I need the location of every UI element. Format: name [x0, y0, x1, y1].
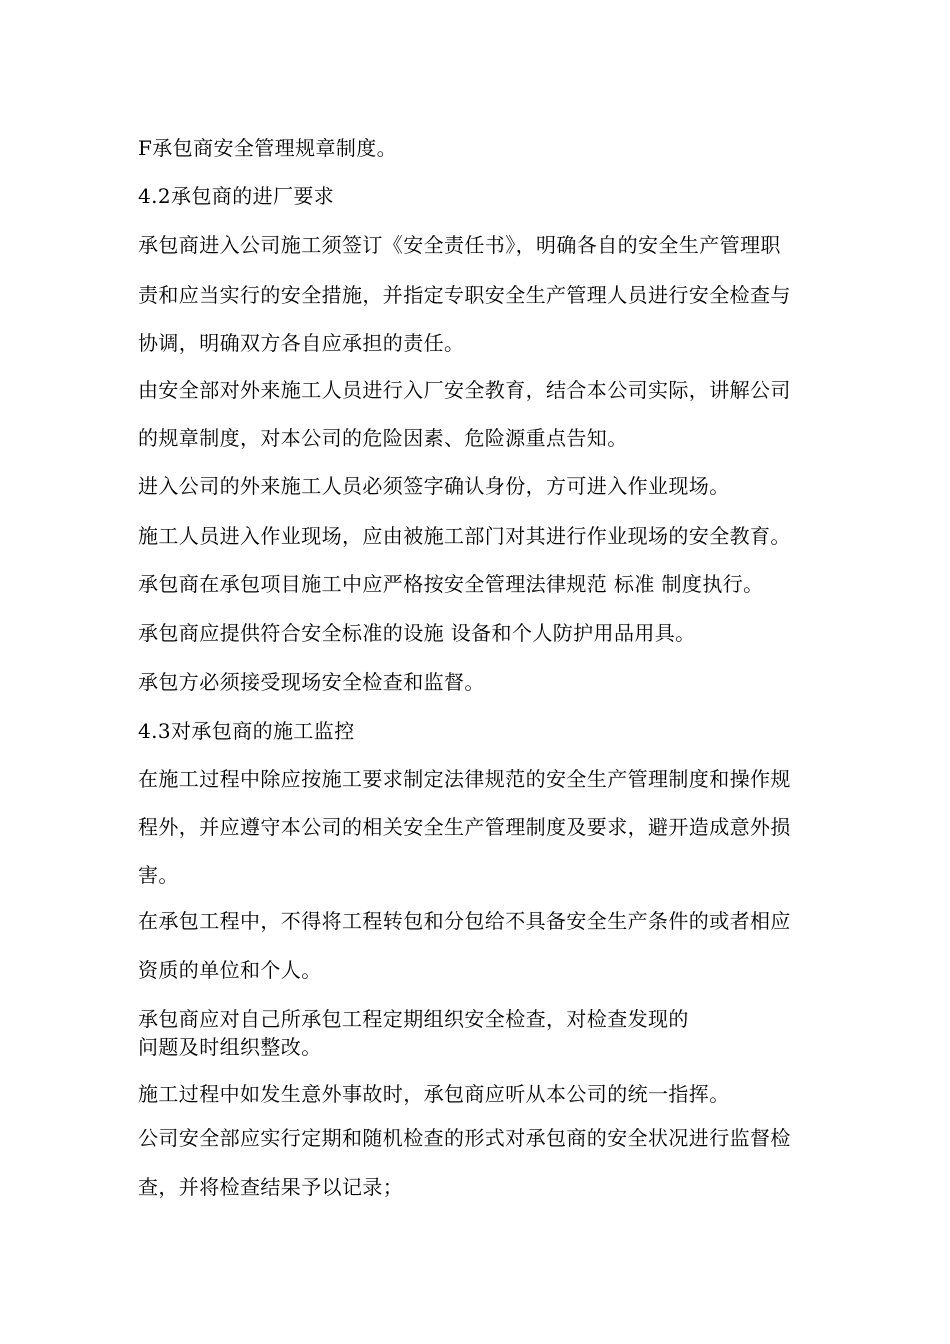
text-line: 协调，明确双方各自应承担的责任。 — [138, 331, 465, 355]
text-line: 害。 — [138, 863, 179, 887]
text-line: 承包商应对自己所承包工程定期组织安全检查，对检查发现的 — [138, 1007, 689, 1031]
text-line: 资质的单位和个人。 — [138, 958, 322, 982]
text-line: 问题及时组织整改。 — [138, 1035, 322, 1059]
section-heading: 4.2承包商的进厂要求 — [138, 184, 335, 208]
text-line: 由安全部对外来施工人员进行入厂安全教育，结合本公司实际，讲解公司 — [138, 378, 791, 402]
text-line: F承包商安全管理规章制度。 — [138, 136, 398, 160]
text-line: 的规章制度，对本公司的危险因素、危险源重点告知。 — [138, 426, 628, 450]
text-line: 承包商进入公司施工须签订《安全责任书》，明确各自的安全生产管理职 — [138, 233, 781, 257]
text-line: 在承包工程中，不得将工程转包和分包给不具备安全生产条件的或者相应 — [138, 909, 791, 933]
section-heading: 4.3对承包商的施工监控 — [138, 719, 355, 743]
text-line: 进入公司的外来施工人员必须签字确认身份，方可进入作业现场。 — [138, 474, 730, 498]
text-line: 施工人员进入作业现场，应由被施工部门对其进行作业现场的安全教育。 — [138, 524, 791, 548]
text-line: 公司安全部应实行定期和随机检查的形式对承包商的安全状况进行监督检 — [138, 1126, 791, 1150]
text-line: 承包商在承包项目施工中应严格按安全管理法律规范 标准 制度执行。 — [138, 572, 764, 596]
text-line: 查，并将检查结果予以记录； — [138, 1175, 404, 1199]
text-line: 承包商应提供符合安全标准的设施 设备和个人防护用品用具。 — [138, 621, 696, 645]
text-line: 责和应当实行的安全措施，并指定专职安全生产管理人员进行安全检查与 — [138, 283, 791, 307]
text-line: 施工过程中如发生意外事故时，承包商应听从本公司的统一指挥。 — [138, 1082, 730, 1106]
text-line: 承包方必须接受现场安全检查和监督。 — [138, 670, 485, 694]
text-line: 在施工过程中除应按施工要求制定法律规范的安全生产管理制度和操作规 — [138, 767, 791, 791]
text-line: 程外，并应遵守本公司的相关安全生产管理制度及要求，避开造成意外损 — [138, 815, 791, 839]
